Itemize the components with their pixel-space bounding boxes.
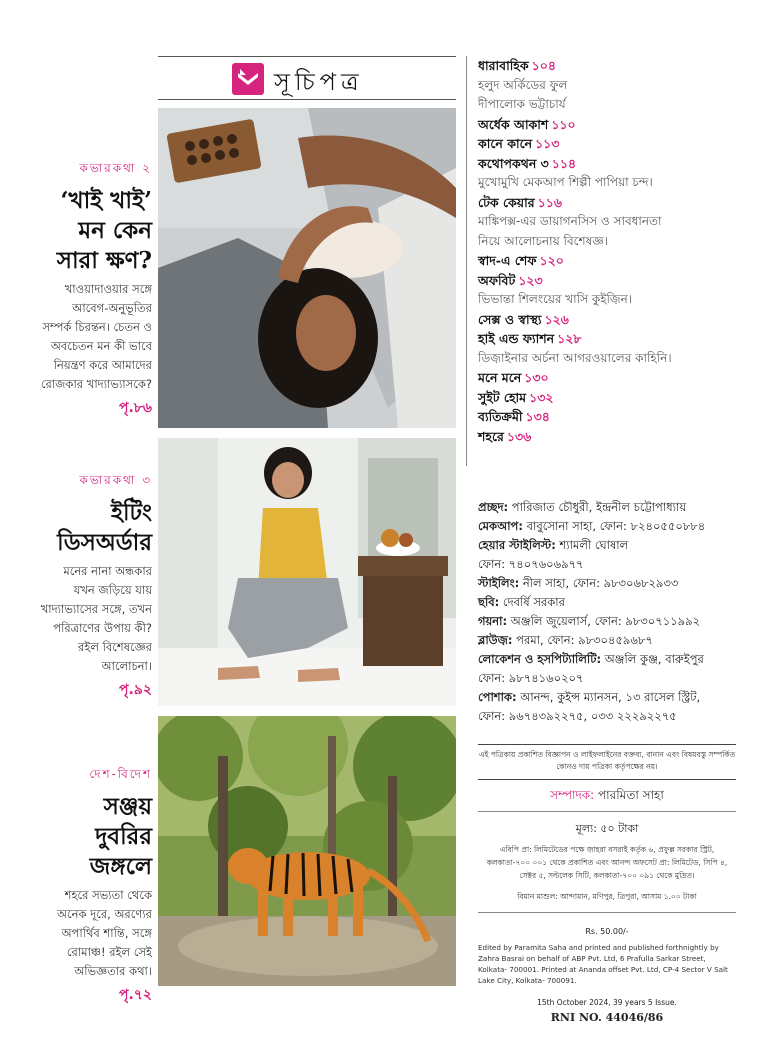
photo-woman-sitting-floor (158, 438, 456, 706)
masthead (158, 56, 456, 100)
toc-entry[interactable]: ব্যতিক্রমী ১৩৪ (478, 409, 550, 424)
toc-entry[interactable]: শহরে ১৩৬ (478, 428, 532, 444)
story-page-ref[interactable]: পৃ.৯২ (118, 682, 152, 698)
credit-line: ফোন: ৯৮৭৪১৬০২০৭ (478, 671, 584, 685)
credit-line: ব্লাউজ়: পরমা, ফোন: ৯৮৩০৪৫৯৬৮৭ (478, 633, 653, 647)
toc-subtitle: হলুদ অর্কিডের ফুল (478, 77, 568, 92)
toc-entry[interactable]: মনে মনে ১৩০ (478, 370, 549, 385)
toc-subtitle: নিয়ে আলোচনায় বিশেষজ্ঞ। (478, 233, 608, 248)
photo-woman-eating-chocolate (158, 108, 456, 428)
credit-line: পোশাক: আনন্দ, কুইন্স ম্যানসন, ১৩ রাসেল স্ট্রিট, (478, 690, 701, 704)
page-title: সূচিপত্র (274, 68, 364, 96)
credit-line: ছবি: দেবর্ষি সরকার (478, 595, 565, 609)
story-headline: ইটিং ডিসঅর্ডার (57, 499, 152, 556)
toc-subtitle: দীপালোক ভট্টাচার্য (478, 97, 566, 111)
price-bengali: মূল্য: ৫০ টাকা (575, 822, 639, 835)
disclaimer: এই পত্রিকায় প্রকাশিত বিজ্ঞাপন ও লাইফলাইনের বক্তব্য, বানান এবং বিষয়বস্তু সম্পর্কিত কোনও দায় পত্রিকা কর্তৃপক্ষের নয়। (478, 745, 736, 780)
toc-entry[interactable]: অফবিট ১২৩ (478, 272, 543, 288)
toc-entry[interactable]: হাই এন্ড ফ্যাশন ১২৮ (478, 331, 582, 346)
credit-line: ফোন: ৭৪০৭৬০৬৯৭৭ (478, 557, 584, 571)
toc-subtitle: ডিজ়াইনার অর্চনা আগরওয়ালের কাহিনি। (478, 350, 672, 365)
toc-entry[interactable]: কথোপকথন ৩ ১১৪ (478, 155, 577, 171)
toc-subtitle: মাঙ্কিপক্স-এর ডায়াগনসিস ও সাবধানতা (478, 214, 662, 228)
story-blurb: মনের নানা অন্ধকার যখন জড়িয়ে যায় খাদ্যাভ্যাসের সঙ্গে, তখন পরিত্রাণের উপায় কী? রইল বিশেষজ্ঞের আলোচনা। (40, 564, 152, 673)
story-cover-3[interactable] (40, 472, 152, 702)
story-headline: ‘খাই খাই’ মন কেন সারা ক্ষণ? (56, 187, 152, 274)
story-blurb: শহরে সভ্যতা থেকে অনেক দূরে, অরণ্যের অপার্থিব শান্তি, সঙ্গে রোমাঞ্চ! রইল সেই অভিজ্ঞতার কথা। (57, 888, 152, 978)
credit-line: স্টাইলিং: নীল সাহা, ফোন: ৯৮৩০৬৮২৯৩৩ (478, 576, 679, 590)
story-desh-bidesh[interactable] (40, 766, 152, 1007)
credit-line: প্রচ্ছদ: পারিজাত চৌধুরী, ইন্দ্রনীল চট্টোপাধ্যায় (478, 500, 687, 514)
story-headline: সঞ্জয় দুবরির জঙ্গলে (89, 793, 152, 880)
publisher-note-english: Edited by Paramita Saha and printed and published forthnightly by Zahra Basrai on behalf of ABP Pvt. Ltd, 6 Prafulla Sarkar Street, Kolkata- 700001. Printed at Ananda offset Pvt. Ltd, CP-4 Sector V Salt Lake City, Kolkata- 700091. (478, 943, 728, 985)
credit-line: মেকআপ: বাবুসোনা সাহা, ফোন: ৮২৪০৫৫০৮৮৪ (478, 519, 706, 533)
toc-entry[interactable]: সেক্স ও স্বাস্থ্য ১২৬ (478, 311, 569, 327)
credit-line: লোকেশন ও হসপিট্যালিটি: অঞ্জলি কুঞ্জ, বারুইপুর (478, 652, 704, 666)
toc-entry[interactable]: ধারাবাহিক ১০৪ (478, 58, 556, 73)
toc-entry[interactable]: স্বাদ-এ শেফ ১২০ (478, 253, 564, 268)
toc-entry[interactable]: অর্ধেক আকাশ ১১০ (478, 116, 576, 132)
photo-tiger-forest (158, 716, 456, 986)
story-page-ref[interactable]: পৃ.৭২ (118, 987, 152, 1003)
story-cover-2[interactable] (40, 160, 152, 420)
toc-subtitle: মুখোমুখি মেকআপ শিল্পী পাপিয়া চন্দ। (478, 175, 653, 189)
credit-line: হেয়ার স্টাইলিস্ট: শ্যামলী ঘোষাল (478, 538, 629, 552)
story-blurb: খাওয়াদাওয়ার সঙ্গে আবেগ-অনুভূতির সম্পর্ক চিরন্তন। চেতন ও অবচেতন মন কী ভাবে নিয়ন্ত্রণ করে আমাদের রোজকার খাদ্যাভ্যাসকে? (40, 282, 152, 391)
ananda-logo-icon (232, 63, 264, 95)
issue-date: 15th October 2024, 39 years 5 Issue. (537, 998, 677, 1007)
editor-line: সম্পাদক: পারমিতা সাহা (478, 780, 736, 812)
toc-subtitle: ভিভান্তা শিলংয়ের খাসি কুইজ়িন। (478, 292, 633, 306)
airmail-charge: বিমান মাশুল: আন্দামান, মণিপুর, ত্রিপুরা, আসাম ১.০০ টাকা (478, 886, 736, 913)
rni-number: RNI NO. 44046/86 (550, 1011, 664, 1024)
cover-credits (478, 498, 748, 726)
story-page-ref[interactable]: পৃ.৮৬ (118, 400, 152, 416)
toc-entry[interactable]: কানে কানে ১১৩ (478, 136, 560, 151)
toc-entry[interactable]: টেক কেয়ার ১১৬ (478, 194, 563, 210)
publisher-note-bengali: এবিপি প্রা: লিমিটেডের পক্ষে জ়াহরা বসরাই কর্তৃক ৬, প্রফুল্ল সরকার স্ট্রিট, কলকাতা-৭০০ ০০১ থেকে প্রকাশিত এবং আনন্দ অফসেট প্রা: লিমিটেড, সিপি ৪, সেক্টর ৫, সল্টলেক সিটি, কলকাতা-৭০০ ০৯১ থেকে মুদ্রিত। (486, 845, 728, 880)
toc-entry[interactable]: সুইট হোম ১৩২ (478, 389, 554, 405)
story-kicker: কভারকথা ২ (79, 161, 152, 175)
column-divider (466, 56, 467, 466)
story-kicker: কভারকথা ৩ (79, 473, 152, 487)
table-of-contents (478, 56, 748, 446)
credit-line: ফোন: ৯৬৭৪৩৯২২৭৫, ০৩৩ ২২২৯২২৭৫ (478, 709, 677, 723)
price-english: Rs. 50.00/- (585, 927, 629, 936)
credit-line: গয়না: অঞ্জলি জুয়েলার্স, ফোন: ৯৮৩০৭১১৯৯২ (478, 614, 701, 628)
story-kicker: দেশ-বিদেশ (89, 767, 152, 781)
imprint-block (478, 744, 736, 1024)
